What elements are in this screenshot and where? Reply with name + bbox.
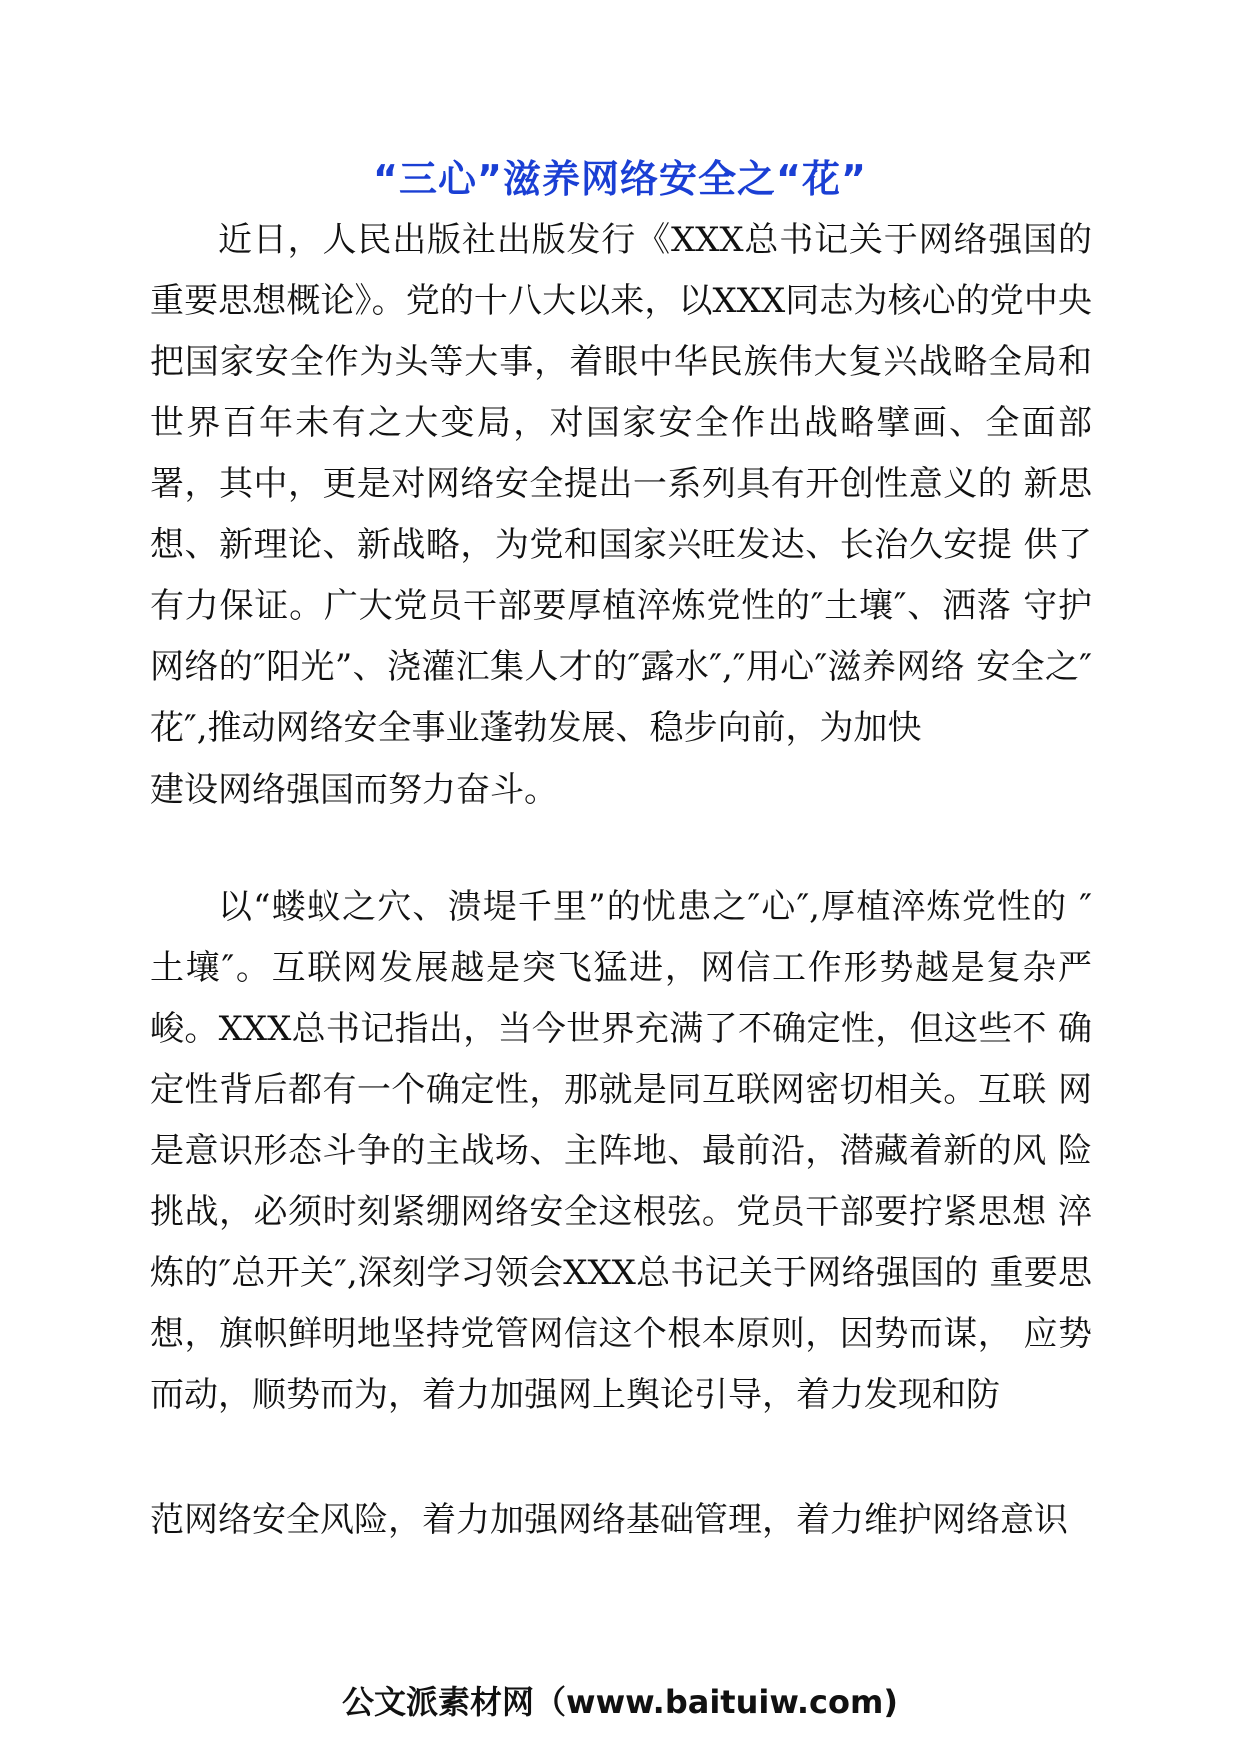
footer-source: 公文派素材网（www.baituiw.com) bbox=[342, 1683, 898, 1721]
paragraph-2: 建设网络强国而努力奋斗。 bbox=[150, 770, 558, 810]
paragraph-3: 以“蝼蚁之穴、溃堤千里”的忧患之″心″,厚植淬炼党性的 ″土壤″。互联网发展越是突飞猛进，网信工作形势越是复杂严 峻。XXX总书记指出，当今世界充满了不确定性，但这些不 确定性背后都有一个确定性，那就是同互联网密切相关。互联 网是意识形态斗争的主战场、主阵地、最前沿，潜藏着新的风 险挑战，必须时刻紧绷网络安全这根弦。党员干部要拧紧思想 淬炼的″总开关″,深刻学习领会XXX总书记关于网络强国的 重要思想，旗帜鲜明地坚持党管网信这个根本原则，因势而谋， 应势而动，顺势而为，着力加强网上舆论引导，着力发现和防 bbox=[150, 887, 1092, 1415]
document-title: “三心”滋养网络安全之“花” bbox=[373, 157, 867, 201]
paragraph-1: 近日，人民出版社出版发行《XXX总书记关于网络强国的重要思想概论》。党的十八大以来，以XXX同志为核心的党中央把国家安全作为头等大事，着眼中华民族伟大复兴战略全局和世界百年未有之大变局，对国家安全作出战略擘画、全面部署，其中，更是对网络安全提出一系列具有开创性意义的 新思想、新理论、新战略，为党和国家兴旺发达、长治久安提 供了有力保证。广大党员干部要厚植淬炼党性的″土壤″、洒落 守护网络的″阳光”、浇灌汇集人才的″露水″,″用心″滋养网络 安全之″花″,推动网络安全事业蓬勃发展、稳步向前，为加快 bbox=[150, 220, 1092, 748]
paragraph-4: 范网络安全风险，着力加强网络基础管理，着力维护网络意识 bbox=[150, 1500, 1068, 1540]
